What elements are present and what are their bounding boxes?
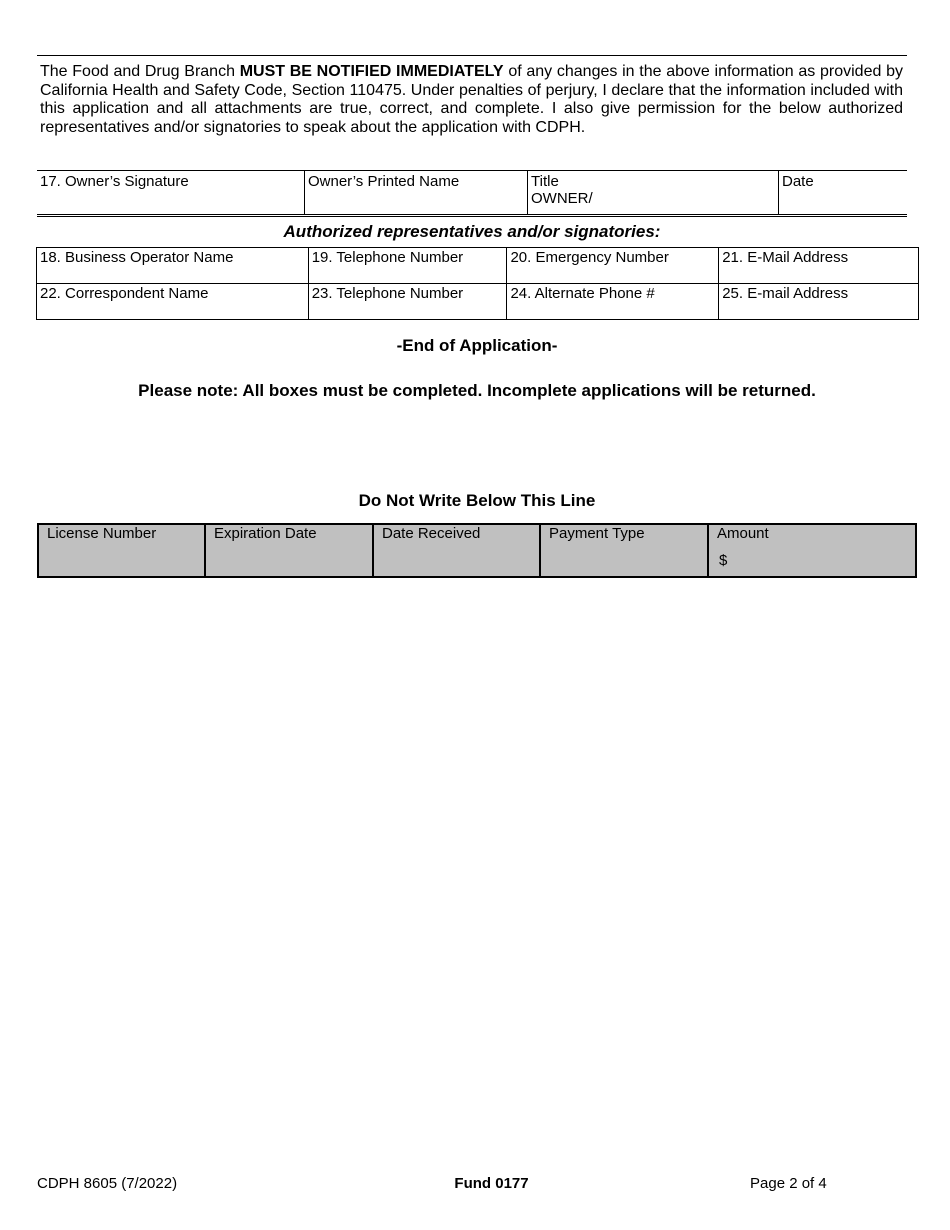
email-address-field[interactable]: 21. E-Mail Address bbox=[719, 248, 919, 284]
date-received-label: Date Received bbox=[382, 525, 481, 542]
notice-text-bold: MUST BE NOTIFIED IMMEDIATELY bbox=[239, 63, 504, 80]
license-number-label: License Number bbox=[47, 525, 157, 542]
owner-title-label: Title bbox=[531, 173, 559, 190]
owner-signature-row bbox=[37, 170, 907, 217]
correspondent-telephone-field[interactable]: 23. Telephone Number bbox=[308, 284, 507, 320]
expiration-date-label: Expiration Date bbox=[214, 525, 317, 542]
notice-text-pre: The Food and Drug Branch bbox=[40, 63, 240, 80]
table-row bbox=[37, 248, 919, 284]
correspondent-email-field[interactable]: 25. E-mail Address bbox=[719, 284, 919, 320]
do-not-write-heading: Do Not Write Below This Line bbox=[358, 491, 596, 510]
owner-date-field[interactable] bbox=[779, 171, 907, 214]
telephone-number-field[interactable]: 19. Telephone Number bbox=[308, 248, 507, 284]
owner-signature-label: 17. Owner’s Signature bbox=[40, 173, 189, 190]
form-id: CDPH 8605 (7/2022) bbox=[37, 1175, 178, 1192]
end-of-application: -End of Application- bbox=[396, 336, 558, 355]
notice-text-post: of any changes in the above information as provided by California Health and Safety Code, Section 110475. Under penalties of perjury, I declare that the information included with this application and all attachments are true, correct, and complete. I also give permission for the below authorized representatives and/or signatories to speak about the application with CDPH. bbox=[40, 63, 903, 136]
payment-type-cell bbox=[541, 525, 709, 576]
date-received-cell bbox=[374, 525, 541, 576]
emergency-number-field[interactable]: 20. Emergency Number bbox=[507, 248, 719, 284]
owner-date-label: Date bbox=[782, 173, 814, 190]
owner-printed-name-label: Owner’s Printed Name bbox=[308, 173, 460, 190]
owner-title-value: OWNER/ bbox=[531, 190, 593, 207]
fund-number: Fund 0177 bbox=[454, 1175, 529, 1192]
business-operator-name-field[interactable]: 18. Business Operator Name bbox=[37, 248, 309, 284]
amount-cell bbox=[709, 525, 915, 576]
top-divider bbox=[37, 55, 907, 56]
payment-type-label: Payment Type bbox=[549, 525, 645, 542]
office-use-table bbox=[37, 523, 917, 578]
please-note: Please note: All boxes must be completed. Incomplete applications will be returned. bbox=[138, 381, 816, 400]
amount-label: Amount bbox=[717, 525, 769, 542]
owner-title-field[interactable] bbox=[528, 171, 779, 214]
perjury-notice bbox=[40, 63, 903, 137]
owner-signature-field[interactable] bbox=[37, 171, 305, 214]
correspondent-name-field[interactable]: 22. Correspondent Name bbox=[37, 284, 309, 320]
table-row bbox=[37, 284, 919, 320]
alternate-phone-field[interactable]: 24. Alternate Phone # bbox=[507, 284, 719, 320]
page-number: Page 2 of 4 bbox=[750, 1175, 827, 1192]
expiration-date-cell bbox=[206, 525, 374, 576]
authorized-representatives-table bbox=[36, 247, 919, 320]
owner-printed-name-field[interactable] bbox=[305, 171, 528, 214]
currency-symbol: $ bbox=[719, 552, 728, 569]
authorized-heading: Authorized representatives and/or signatories: bbox=[283, 222, 661, 241]
license-number-cell bbox=[39, 525, 206, 576]
